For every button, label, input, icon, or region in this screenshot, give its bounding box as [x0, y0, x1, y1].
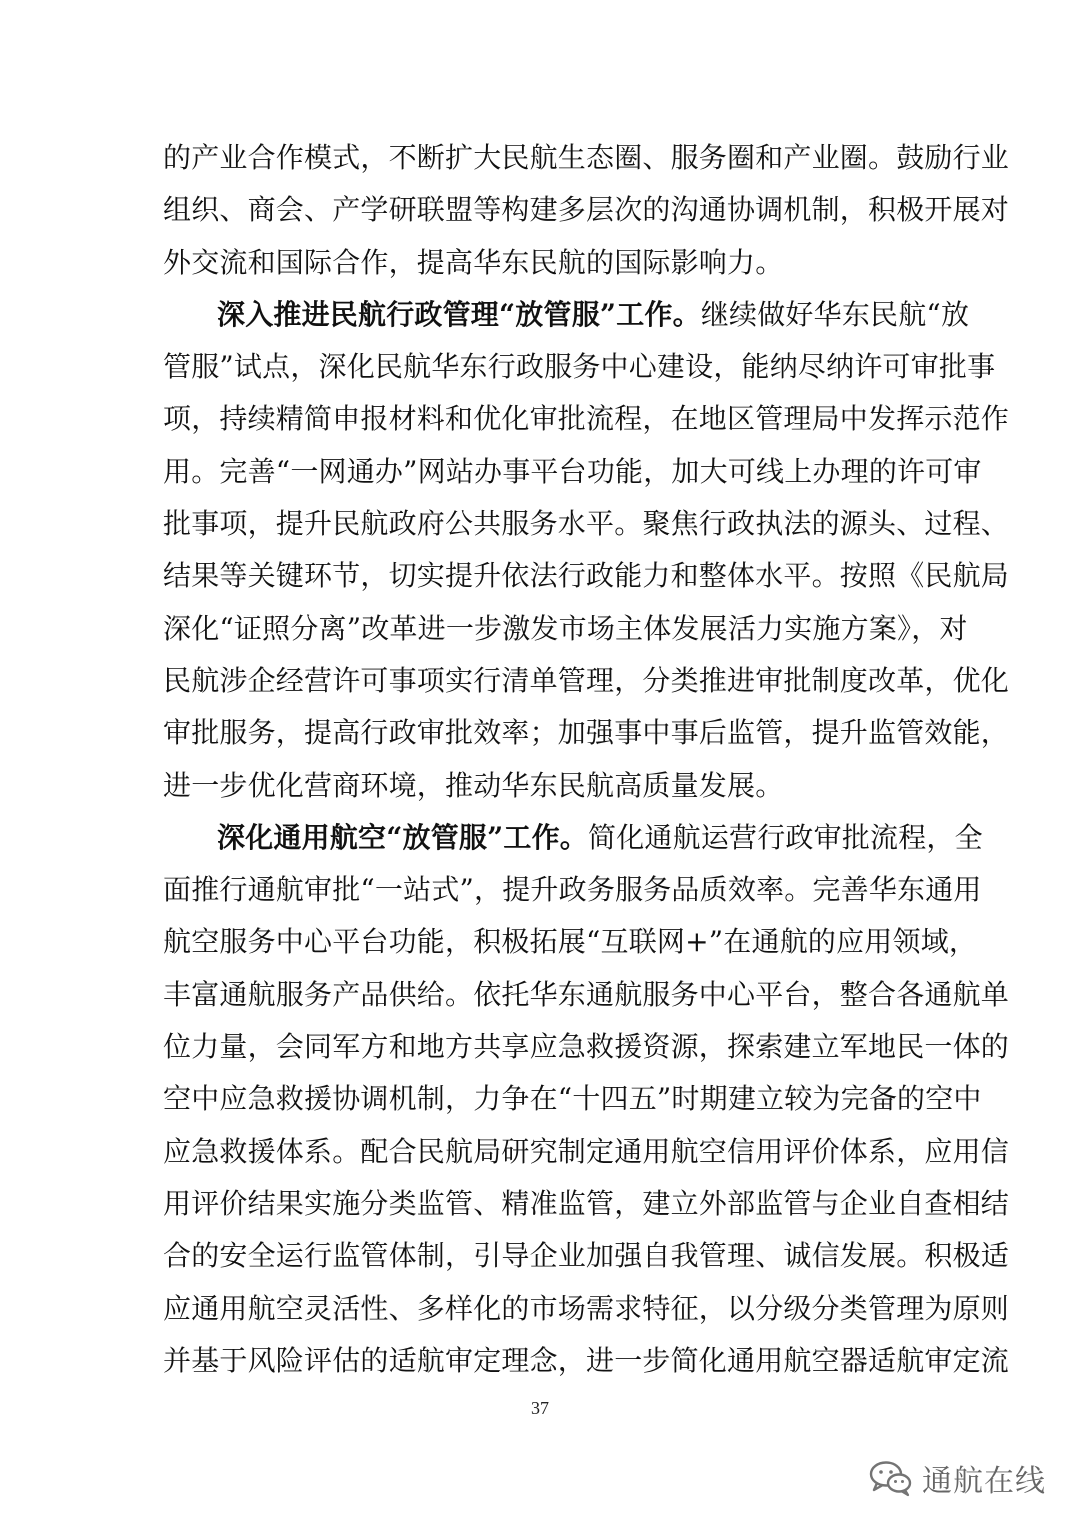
text-line: 应急救援体系。配合民航局研究制定通用航空信用评价体系，应用信 — [163, 1134, 1010, 1168]
text-line: 审批服务，提高行政审批效率；加强事中事后监管，提升监管效能， — [163, 716, 1010, 750]
paragraph-heading: 深化通用航空“放管服”工作。 — [217, 820, 589, 854]
text-line: 组织、商会、产学研联盟等构建多层次的沟通协调机制，积极开展对 — [163, 193, 1010, 227]
paragraph-heading-line — [163, 289, 970, 341]
paragraph-heading: 深入推进民航行政管理“放管服”工作。 — [217, 297, 701, 331]
text-line: 批事项，提升民航政府公共服务水平。聚焦行政执法的源头、过程、 — [163, 507, 1010, 541]
text-line: 项，持续精简申报材料和优化审批流程，在地区管理局中发挥示范作 — [163, 402, 1010, 436]
wechat-icon — [868, 1459, 914, 1497]
text-line: 的产业合作模式，不断扩大民航生态圈、服务圈和产业圈。鼓励行业 — [163, 141, 1010, 174]
text-line: 用。完善“一网通办”网站办事平台功能，加大可线上办理的许可审 — [163, 454, 982, 488]
paragraph-heading-line — [163, 812, 983, 864]
text-run: 简化通航运营行政审批流程，全 — [588, 820, 983, 854]
text-line: 用评价结果实施分类监管、精准监管，建立外部监管与企业自查相结 — [163, 1186, 1010, 1220]
text-line: 结果等关键环节，切实提升依法行政能力和整体水平。按照《民航局 — [163, 559, 1010, 593]
text-line: 位力量，会同军方和地方共享应急救援资源，探索建立军地民一体的 — [163, 1030, 1010, 1064]
text-line: 民航涉企经营许可事项实行清单管理，分类推进审批制度改革，优化 — [163, 663, 1010, 697]
text-line: 丰富通航服务产品供给。依托华东通航服务中心平台，整合各通航单 — [163, 977, 1010, 1011]
text-line: 进一步优化营商环境，推动华东民航高质量发展。 — [163, 768, 784, 802]
text-line: 并基于风险评估的适航审定理念，进一步简化通用航空器适航审定流 — [163, 1343, 1010, 1377]
body-text — [163, 132, 1010, 1387]
text-line: 空中应急救援协调机制，力争在“十四五”时期建立较为完备的空中 — [163, 1082, 982, 1116]
text-line: 面推行通航审批“一站式”，提升政务服务品质效率。完善华东通用 — [163, 873, 982, 907]
text-line: 深化“证照分离”改革进一步激发市场主体发展活力实施方案》，对 — [163, 611, 968, 645]
text-line: 外交流和国际合作，提高华东民航的国际影响力。 — [163, 245, 784, 279]
text-line: 合的安全运行监管体制，引导企业加强自我管理、诚信发展。积极适 — [163, 1239, 1010, 1273]
watermark-text: 通航在线 — [922, 1464, 1046, 1499]
text-line: 管服”试点，深化民航华东行政服务中心建设，能纳尽纳许可审批事 — [163, 350, 996, 384]
text-line: 应通用航空灵活性、多样化的市场需求特征，以分级分类管理为原则 — [163, 1291, 1010, 1325]
wechat-watermark — [868, 1456, 1046, 1500]
text-line: 航空服务中心平台功能，积极拓展“互联网+”在通航的应用领域， — [163, 925, 978, 959]
page-number: 37 — [531, 1398, 549, 1418]
text-run: 继续做好华东民航“放 — [700, 297, 970, 331]
